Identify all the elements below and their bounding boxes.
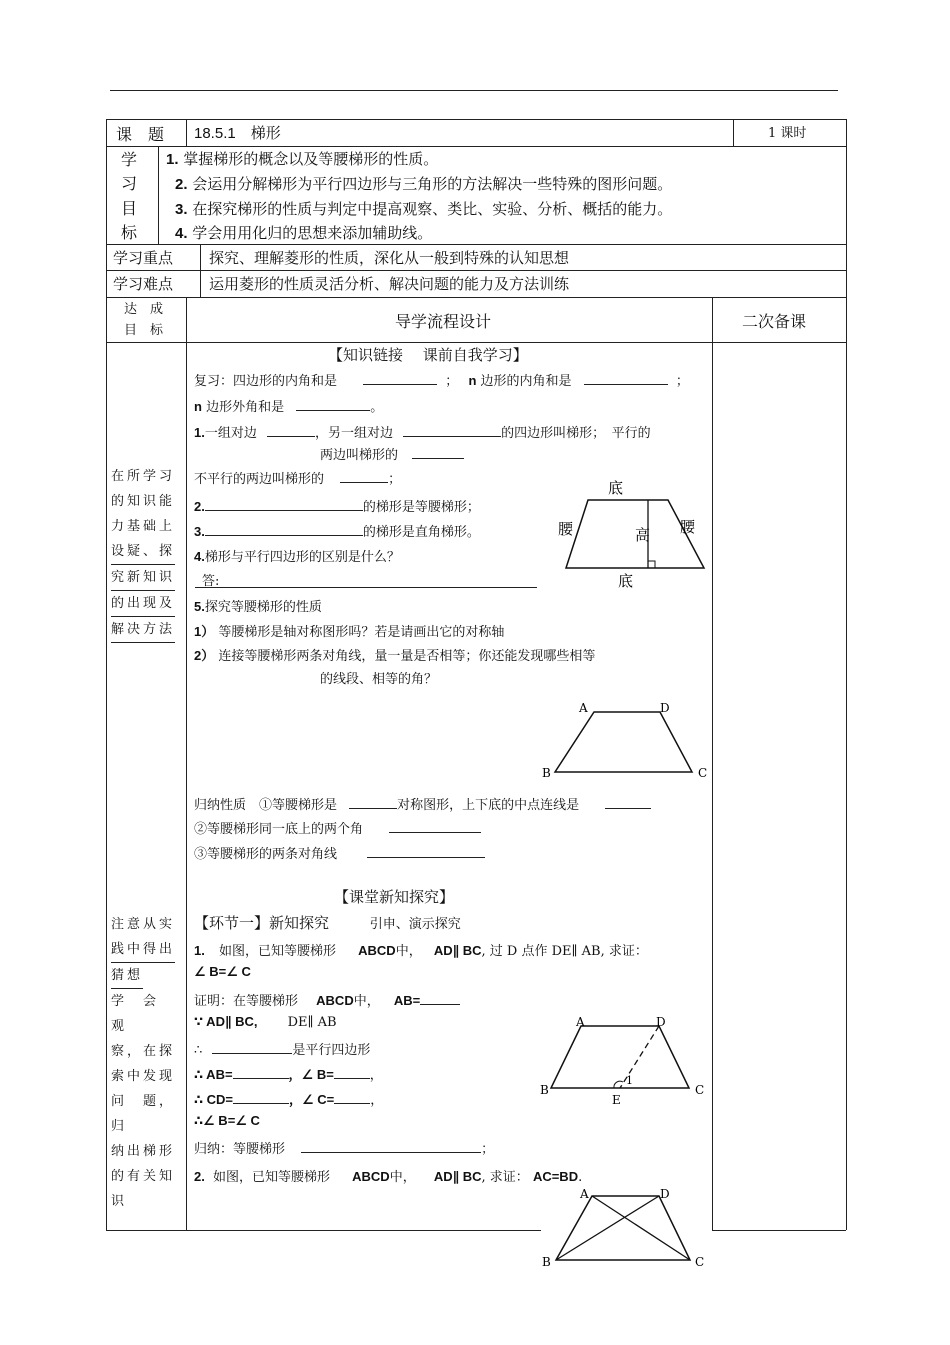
note2-line: 索中发现 (111, 1069, 176, 1084)
proof-therefore: ，∠ C= (289, 1092, 335, 1107)
problem1-line-2 (194, 964, 251, 980)
problem1-text: 如图，已知等腰梯形 (218, 944, 336, 959)
fig4-trapezoid (556, 1196, 690, 1260)
answer-label: 答: (202, 574, 220, 589)
q3-line (194, 521, 480, 540)
review-text: 边形的内角和是 (476, 374, 572, 389)
summary-blank-4[interactable] (367, 843, 485, 858)
fig2-label-a: A (579, 701, 588, 715)
left-note-1 (111, 464, 177, 643)
proof-blank-1[interactable] (420, 990, 460, 1005)
fig1-right-angle-mark (648, 561, 655, 568)
objectives-label-3: 目 (121, 199, 138, 218)
q1-text: 两边叫梯形的 (320, 448, 399, 463)
review-blank-3[interactable] (296, 396, 370, 411)
row-divider-1 (106, 146, 846, 147)
objective-1-num: 1. (166, 151, 179, 168)
q2-num: 2. (194, 499, 205, 514)
summary-line-2 (194, 818, 481, 837)
table-border-left (106, 119, 107, 1230)
proof-line-6 (194, 1113, 260, 1129)
fig1-left-label: 腰 (558, 520, 574, 538)
problem1-abcd: ABCD (358, 943, 396, 958)
proof-therefore: ∴ CD= (194, 1092, 234, 1107)
review-line-2 (194, 396, 383, 415)
fig3-trapezoid (551, 1026, 689, 1088)
proof-therefore: ∴ (194, 1043, 203, 1058)
fig3-angle-label: 1 (626, 1074, 633, 1087)
note1-line: 的出现及 (111, 591, 175, 617)
main-column-header: 导学流程设计 (395, 312, 492, 331)
q5-1-num: 1） (194, 624, 215, 639)
proof-blank-4[interactable] (334, 1064, 370, 1079)
note1-line: 究新知识 (111, 565, 175, 591)
q5-1-text: 等腰梯形是轴对称图形吗？若是请画出它的对称轴 (218, 625, 505, 640)
review-n: n (468, 373, 477, 388)
q4-line (194, 546, 400, 565)
q1-text: 的四边形叫梯形； 平行的 (501, 426, 651, 441)
goal-header-line1: 达 成 (124, 302, 164, 317)
conclusion-text: ； (481, 1142, 495, 1157)
q1-text: 一组对边 (204, 426, 257, 441)
q5-2-line (194, 645, 595, 664)
q1-text: ； (388, 472, 402, 487)
problem2-num: 2. (194, 1169, 205, 1184)
note2-line: 纳出梯形 (111, 1144, 176, 1159)
trapezoid-parts-figure (548, 476, 713, 596)
objective-3-text: 在探究梯形的性质与判定中提高观察、类比、实验、分析、概括的能力。 (192, 200, 673, 218)
row-divider-5 (106, 342, 846, 343)
top-rule (110, 90, 838, 91)
summary-text: ②等腰梯形同一底上的两个角 (194, 822, 364, 837)
q3-blank[interactable] (205, 521, 363, 536)
note1-line: 在所学习 (111, 469, 176, 484)
q1-num: 1. (194, 425, 205, 440)
fig1-top-label: 底 (608, 479, 624, 497)
proof-text: 是平行四边形 (292, 1043, 371, 1058)
problem2-goal: AC=BD (532, 1169, 579, 1184)
key-point-text: 探究、理解菱形的性质，深化从一般到特殊的认知思想 (209, 249, 570, 267)
conclusion-line (194, 1138, 494, 1157)
proof-abcd: ABCD (316, 993, 354, 1008)
note1-line: 设疑、探 (111, 539, 175, 565)
objective-3 (175, 198, 672, 219)
review-line (194, 370, 689, 389)
proof-line-2 (194, 1014, 337, 1030)
proof-because: DE∥ AB (287, 1015, 337, 1030)
fig3-label-a: A (576, 1015, 585, 1029)
proof-blank-5[interactable] (233, 1089, 289, 1104)
problem2-line (194, 1166, 582, 1185)
fig4-label-a: A (580, 1187, 589, 1201)
conclusion-text: 归纳：等腰梯形 (194, 1142, 286, 1157)
proof-line-1 (194, 990, 460, 1009)
lesson-label: 课 题 (116, 125, 165, 144)
note2-line: 识 (111, 1194, 128, 1209)
proof-blank-2[interactable] (212, 1039, 292, 1054)
table-border-bottom-right (712, 1230, 846, 1231)
fig3-label-c: C (695, 1083, 705, 1097)
table-border-right (846, 119, 847, 1230)
answer-blank[interactable] (195, 587, 537, 588)
q2-line (194, 496, 480, 515)
objective-1-text: 掌握梯形的概念以及等腰梯形的性质。 (183, 150, 439, 168)
proof-text: ， (369, 1068, 383, 1083)
fig1-height-label: 高 (635, 526, 651, 544)
objective-4-text: 学会用用化归的思想来添加辅助线。 (192, 224, 433, 242)
trapezoid-with-de-figure (536, 1014, 712, 1110)
q1-text: ，另一组对边 (315, 426, 394, 441)
trapezoid-diagonals-figure (538, 1186, 714, 1272)
section1-title: 【知识链接 课前自我学习】 (328, 346, 528, 364)
objective-4-num: 4. (175, 225, 188, 242)
problem1-num: 1. (194, 943, 205, 958)
summary-blank-3[interactable] (389, 818, 481, 833)
summary-text: ③等腰梯形的两条对角线 (194, 847, 338, 862)
objective-4 (175, 222, 432, 243)
second-prep-header: 二次备课 (742, 312, 807, 331)
section2-title: 【课堂新知探究】 (334, 888, 455, 906)
proof-blank-3[interactable] (233, 1064, 289, 1079)
note1-line: 的知识能 (111, 494, 176, 509)
proof-text: 中， (353, 994, 380, 1009)
q4-num: 4. (194, 549, 205, 564)
problem2-abcd: ABCD (352, 1169, 390, 1184)
proof-line-4 (194, 1064, 383, 1083)
fig2-label-b: B (542, 766, 551, 780)
problem2-text: 中， (389, 1170, 416, 1185)
objective-2-text: 会运用分解梯形为平行四边形与三角形的方法解决一些特殊的图形问题。 (192, 175, 673, 193)
q1-line-3 (194, 468, 401, 487)
problem2-text: , 求证： (481, 1170, 529, 1185)
objectives-label-2: 习 (121, 174, 138, 193)
review-sep: ； (445, 374, 459, 389)
q1-blank-3[interactable] (412, 444, 464, 459)
summary-text: 对称图形，上下底的中点连线是 (397, 798, 580, 813)
left-note-2 (111, 912, 177, 1214)
proof-line-5 (194, 1089, 383, 1108)
row-divider-3 (106, 270, 846, 271)
col-divider-key (200, 244, 201, 297)
problem1-line (194, 940, 648, 959)
q5-2-line-2 (320, 668, 437, 687)
summary-line-1 (194, 794, 651, 813)
problem2-parallel: AD∥ BC (433, 1169, 482, 1184)
review-blank-1[interactable] (363, 370, 437, 385)
objective-2-num: 2. (175, 176, 188, 193)
proof-text: 证明：在等腰梯形 (194, 994, 299, 1009)
note1-line: 解决方法 (111, 617, 175, 643)
objective-2 (175, 173, 672, 194)
problem1-text: 中， (395, 944, 422, 959)
fig1-right-label: 腰 (680, 518, 696, 536)
proof-therefore: ∴∠ B=∠ C (194, 1113, 260, 1128)
table-border-top (106, 119, 846, 120)
note2-line: 问 题，归 (111, 1094, 176, 1134)
proof-line-3 (194, 1039, 370, 1058)
proof-blank-6[interactable] (334, 1089, 370, 1104)
note2-line: 察，在探 (111, 1044, 176, 1059)
proof-because: ∵ AD∥ BC, (194, 1014, 258, 1029)
fig3-angle-arc (614, 1081, 623, 1088)
conclusion-blank[interactable] (301, 1138, 481, 1153)
fig4-label-c: C (695, 1255, 705, 1269)
fig2-trapezoid (555, 712, 692, 772)
col-divider-header-2 (733, 119, 734, 146)
q3-num: 3. (194, 524, 205, 539)
q5-2-text: 的线段、相等的角？ (320, 672, 438, 687)
proof-therefore: ，∠ B= (288, 1067, 334, 1082)
row-divider-4 (106, 297, 846, 298)
fig4-label-d: D (660, 1187, 670, 1201)
problem2-text: 如图，已知等腰梯形 (212, 1170, 330, 1185)
review-text: 复习：四边形的内角和是 (194, 374, 338, 389)
q1-line-2 (320, 444, 464, 463)
fig2-label-c: C (698, 766, 708, 780)
review-text: 。 (370, 400, 384, 415)
q5-line (194, 596, 322, 615)
col-divider-main-left (186, 297, 187, 1230)
step-one-label: 【环节一】新知探究 (194, 914, 330, 932)
proof-ab: AB= (393, 993, 421, 1008)
objective-1 (166, 148, 438, 169)
step-one-line (194, 912, 461, 933)
q1-text: 不平行的两边叫梯形的 (194, 472, 325, 487)
fig1-bottom-label: 底 (618, 572, 634, 590)
summary-blank-2[interactable] (605, 794, 651, 809)
fig2-label-d: D (660, 701, 670, 715)
review-sep: ； (675, 374, 689, 389)
objectives-label-4: 标 (121, 223, 138, 242)
lesson-title: 18.5.1 梯形 (194, 125, 281, 142)
note1-line: 力基础上 (111, 519, 176, 534)
fig3-label-e: E (612, 1093, 621, 1107)
q5-2-num: 2） (194, 648, 215, 663)
note2-line: 猜想 (111, 963, 143, 989)
goal-header-line2: 目 标 (124, 323, 164, 338)
proof-text: ， (370, 1093, 384, 1108)
q2-blank[interactable] (205, 496, 363, 511)
problem1-text: , 过 D 点作 DE∥ AB, 求证： (481, 944, 648, 959)
objective-3-num: 3. (175, 201, 188, 218)
note2-line: 践中得出 (111, 937, 175, 963)
q5-1-line (194, 621, 504, 640)
fig3-label-b: B (540, 1083, 549, 1097)
fig3-label-d: D (656, 1015, 666, 1029)
problem1-goal: ∠ B=∠ C (194, 964, 251, 979)
q5-num: 5. (194, 599, 205, 614)
q5-text: 探究等腰梯形的性质 (204, 600, 322, 615)
review-blank-2[interactable] (584, 370, 668, 385)
review-n: n (194, 399, 202, 414)
summary-blank-1[interactable] (349, 794, 397, 809)
q1-blank-2[interactable] (403, 422, 501, 437)
note2-line: 学 会 观 (111, 994, 176, 1034)
summary-text: 归纳性质 ①等腰梯形是 (194, 798, 338, 813)
q1-line (194, 422, 651, 441)
proof-therefore: ∴ AB= (194, 1067, 233, 1082)
q4-text: 梯形与平行四边形的区别是什么？ (204, 550, 400, 565)
difficulty-label: 学习难点 (113, 275, 174, 293)
note2-line: 的有关知 (111, 1169, 176, 1184)
q1-blank-4[interactable] (340, 468, 388, 483)
summary-line-3 (194, 843, 485, 862)
objectives-label-1: 学 (121, 150, 138, 169)
table-border-bottom (106, 1230, 541, 1231)
q3-text: 的梯形是直角梯形。 (362, 525, 480, 540)
col-divider-objectives (158, 146, 159, 244)
q1-blank-1[interactable] (267, 422, 315, 437)
isosceles-trapezoid-figure (538, 698, 713, 788)
problem1-parallel: AD∥ BC (433, 943, 482, 958)
q2-text: 的梯形是等腰梯形； (362, 500, 480, 515)
review-text: 边形外角和是 (201, 400, 285, 415)
note2-line: 注意从实 (111, 917, 176, 932)
difficulty-text: 运用菱形的性质灵活分析、解决问题的能力及方法训练 (209, 275, 570, 293)
q5-2-text: 连接等腰梯形两条对角线，量一量是否相等；你还能发现哪些相等 (218, 649, 596, 664)
problem2-text: . (578, 1170, 583, 1185)
periods: 1 课时 (768, 126, 807, 141)
fig4-label-b: B (542, 1255, 551, 1269)
row-divider-2 (106, 244, 846, 245)
key-point-label: 学习重点 (113, 249, 174, 267)
col-divider-header-1 (186, 119, 187, 146)
step-one-sub: 引申、演示探究 (369, 917, 461, 932)
